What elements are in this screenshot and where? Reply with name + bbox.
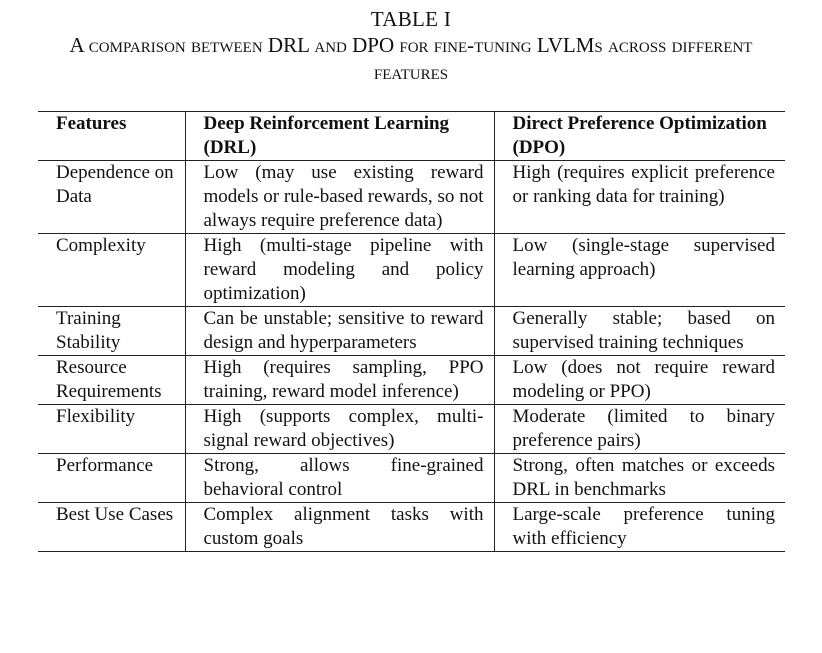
drl-cell: Complex alignment tasks with custom goals: [185, 503, 494, 552]
comparison-table: [38, 111, 785, 552]
feature-cell: Complexity: [38, 234, 185, 307]
drl-cell: Strong, allows fine-grained behavioral control: [185, 454, 494, 503]
feature-cell: Training Stability: [38, 307, 185, 356]
feature-cell: Flexibility: [38, 405, 185, 454]
dpo-cell: Low (does not require reward modeling or PPO): [494, 356, 785, 405]
drl-cell: High (supports complex, multi-signal reward objectives): [185, 405, 494, 454]
dpo-cell: High (requires explicit preference or ranking data for training): [494, 161, 785, 234]
drl-cell: Low (may use existing reward models or rule-based rewards, so not always require preference data): [185, 161, 494, 234]
table-row: [38, 161, 785, 234]
table-caption: [0, 6, 822, 86]
feature-cell: Resource Requirements: [38, 356, 185, 405]
dpo-cell: Moderate (limited to binary preference pairs): [494, 405, 785, 454]
header-dpo: Direct Preference Optimization (DPO): [494, 112, 785, 161]
drl-cell: High (multi-stage pipeline with reward modeling and policy optimization): [185, 234, 494, 307]
drl-cell: Can be unstable; sensitive to reward design and hyperparameters: [185, 307, 494, 356]
dpo-cell: Generally stable; based on supervised training techniques: [494, 307, 785, 356]
table-row: [38, 307, 785, 356]
feature-cell: Best Use Cases: [38, 503, 185, 552]
header-features: Features: [38, 112, 185, 161]
table-row: [38, 234, 785, 307]
table-row: [38, 356, 785, 405]
table-header-row: [38, 112, 785, 161]
drl-cell: High (requires sampling, PPO training, reward model inference): [185, 356, 494, 405]
table-label: TABLE I: [370, 7, 452, 31]
header-drl: Deep Reinforcement Learning (DRL): [185, 112, 494, 161]
dpo-cell: Strong, often matches or exceeds DRL in benchmarks: [494, 454, 785, 503]
table-row: [38, 405, 785, 454]
table-title: A comparison between DRL and DPO for fine-tuning LVLMs across different features: [69, 33, 753, 84]
comparison-table-wrapper: [38, 111, 785, 552]
dpo-cell: Low (single-stage supervised learning approach): [494, 234, 785, 307]
table-row: [38, 503, 785, 552]
feature-cell: Dependence on Data: [38, 161, 185, 234]
dpo-cell: Large-scale preference tuning with efficiency: [494, 503, 785, 552]
feature-cell: Performance: [38, 454, 185, 503]
table-row: [38, 454, 785, 503]
